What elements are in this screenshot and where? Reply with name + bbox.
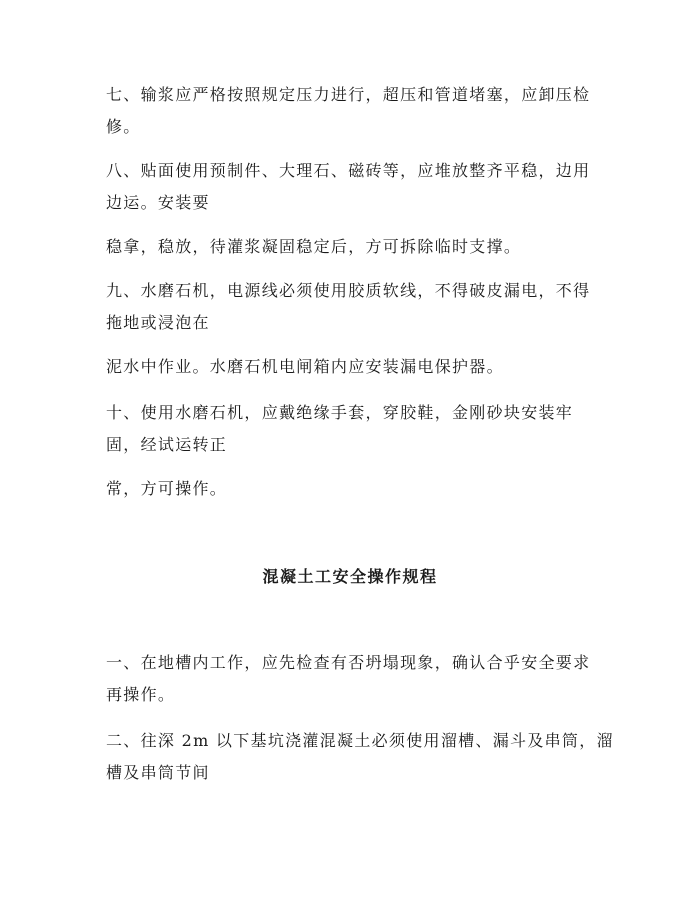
- paragraph-10: [106, 397, 596, 461]
- text-line: 九、水磨石机，电源线必须使用胶质软线，不得破皮漏电，不得: [106, 281, 591, 300]
- text-line: 拖地或浸泡在: [106, 313, 210, 332]
- paragraph-9: [106, 275, 596, 339]
- paragraph-9-continued: [106, 351, 596, 383]
- text-line: 十、使用水磨石机，应戴绝缘手套，穿胶鞋，金刚砂块安装牢: [106, 403, 574, 422]
- paragraph-8: [106, 155, 596, 219]
- text-line: 常，方可操作。: [106, 479, 228, 498]
- paragraph-1: [106, 647, 596, 711]
- text-line: 七、输浆应严格按照规定压力进行，超压和管道堵塞，应卸压检: [106, 85, 591, 104]
- section-title: 混凝土工安全操作规程: [262, 567, 438, 586]
- text-line: 二、往深 2m 以下基坑浇灌混凝土必须使用溜槽、漏斗及串筒，溜: [106, 731, 614, 750]
- text-line: 固，经试运转正: [106, 435, 228, 454]
- text-line: 边运。安装要: [106, 193, 210, 212]
- text-line: 一、在地槽内工作，应先检查有否坍塌现象，确认合乎安全要求: [106, 653, 591, 672]
- paragraph-2: [106, 725, 614, 789]
- text-line: 修。: [106, 117, 141, 136]
- text-line: 再操作。: [106, 685, 176, 704]
- text-line: 稳拿，稳放，待灌浆凝固稳定后，方可拆除临时支撑。: [106, 237, 522, 256]
- paragraph-8-continued: [106, 231, 596, 263]
- paragraph-10-continued: [106, 473, 596, 505]
- paragraph-7: [106, 79, 596, 143]
- text-line: 泥水中作业。水磨石机电闸箱内应安装漏电保护器。: [106, 357, 504, 376]
- text-line: 八、贴面使用预制件、大理石、磁砖等，应堆放整齐平稳，边用: [106, 161, 591, 180]
- text-line: 槽及串筒节间: [106, 763, 210, 782]
